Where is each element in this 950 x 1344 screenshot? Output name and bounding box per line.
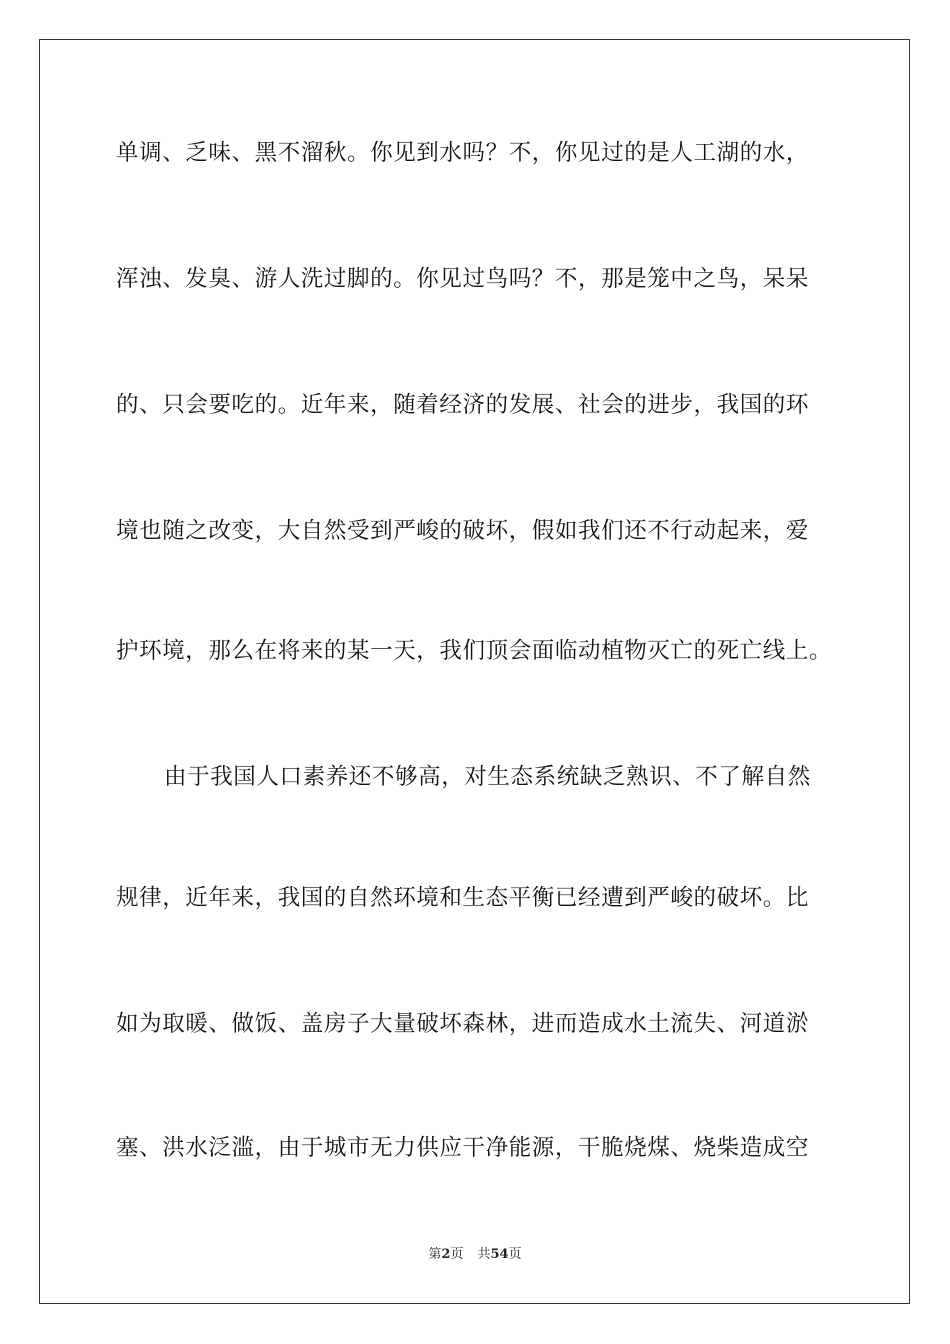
page-prefix: 第 [428,1247,442,1262]
page-footer [0,1246,950,1264]
body-text-line: 浑浊、发臭、游人洗过脚的。你见过鸟吗？不，那是笼中之鸟，呆呆 [116,266,810,292]
body-text-line: 规律，近年来，我国的自然环境和生态平衡已经遭到严峻的破坏。比 [116,885,810,911]
page-border [39,39,910,1304]
total-prefix: 共 [477,1247,491,1262]
total-suffix: 页 [508,1247,522,1262]
body-text-line: 塞、洪水泛滥，由于城市无力供应干净能源，干脆烧煤、烧柴造成空 [116,1135,810,1161]
body-text-line: 单调、乏味、黑不溜秋。你见到水吗？不，你见过的是人工湖的水， [116,140,810,166]
body-text-line: 的、只会要吃的。近年来，随着经济的发展、社会的进步，我国的环 [116,392,810,418]
page-number: 2 [441,1247,451,1262]
total-pages: 54 [490,1247,509,1262]
body-text-line: 境也随之改变，大自然受到严峻的破坏，假如我们还不行动起来，爱 [116,518,810,544]
page-suffix: 页 [450,1247,464,1262]
body-text-line: 护环境，那么在将来的某一天，我们顶会面临动植物灭亡的死亡线上。 [116,638,833,664]
paragraph-first-line: 由于我国人口素养还不够高，对生态系统缺乏熟识、不了解自然 [164,764,811,790]
body-text-line: 如为取暖、做饭、盖房子大量破坏森林，进而造成水土流失、河道淤 [116,1011,810,1037]
